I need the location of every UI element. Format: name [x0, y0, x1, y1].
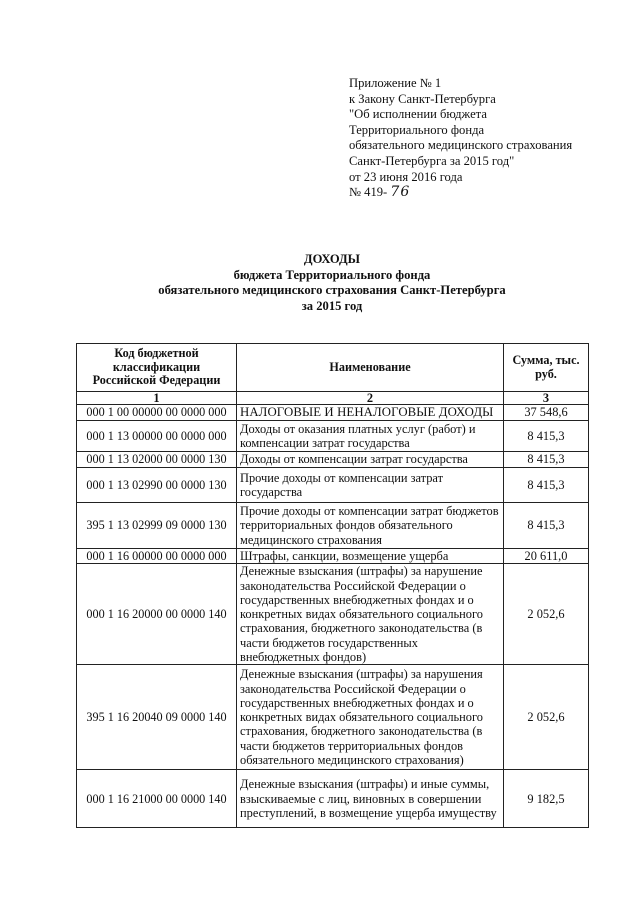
row-code: 000 1 00 00000 00 0000 000: [77, 405, 237, 421]
table-row: [77, 770, 589, 828]
row-name: Доходы от оказания платных услуг (работ) и компенсации затрат государства: [237, 421, 504, 452]
table-row: [77, 405, 589, 421]
row-code: 395 1 13 02999 09 0000 130: [77, 503, 237, 549]
table-row: [77, 503, 589, 549]
row-name: НАЛОГОВЫЕ И НЕНАЛОГОВЫЕ ДОХОДЫ: [237, 405, 504, 421]
heading-line: бюджета Территориального фонда: [233, 267, 431, 282]
row-amount: 2 052,6: [504, 564, 589, 665]
header-amount: Сумма, тыс. руб.: [504, 344, 589, 392]
row-code: 000 1 16 21000 00 0000 140: [77, 770, 237, 828]
income-table: [76, 343, 589, 828]
row-code: 000 1 13 02990 00 0000 130: [77, 468, 237, 503]
annex-block: [349, 76, 619, 201]
heading-line: обязательного медицинского страхования Санкт-Петербурга: [158, 283, 506, 298]
annex-line: Приложение № 1: [349, 76, 442, 90]
table-row: [77, 452, 589, 468]
header-code: Код бюджетной классификации Российской Федерации: [77, 344, 237, 392]
annex-line: от 23 июня 2016 года: [349, 169, 463, 184]
handwritten-number: 76: [390, 184, 411, 201]
row-name: Денежные взыскания (штрафы) за нарушение законодательства Российской Федерации о государственных внебюджетных фондах и о конкретных видах обязательного социального страхования, бюджетного законодательства (в части бюджетов государственных внебюджетных фондов): [237, 564, 504, 665]
column-number: 1: [77, 392, 237, 405]
row-code: 000 1 16 20000 00 0000 140: [77, 564, 237, 665]
annex-line: Территориального фонда: [349, 122, 485, 137]
row-name: Прочие доходы от компенсации затрат государства: [237, 468, 504, 503]
column-number: 2: [237, 392, 504, 405]
annex-number: [349, 185, 619, 201]
column-number: 3: [504, 392, 589, 405]
row-name: Денежные взыскания (штрафы) за нарушения законодательства Российской Федерации о государственных внебюджетных фондах и о конкретных видах обязательного социального страхования, бюджетного законодательства (в части бюджетов территориальных фондов обязательного медицинского страхования): [237, 665, 504, 770]
row-code: 000 1 13 00000 00 0000 000: [77, 421, 237, 452]
annex-number-prefix: № 419-: [349, 185, 388, 200]
header-name: Наименование: [237, 344, 504, 392]
heading-title: ДОХОДЫ: [303, 252, 361, 266]
heading-line: за 2015 год: [301, 298, 363, 313]
row-amount: 20 611,0: [504, 549, 589, 564]
row-code: 395 1 16 20040 09 0000 140: [77, 665, 237, 770]
row-name: Прочие доходы от компенсации затрат бюджетов территориальных фондов обязательного медицинского страхования: [237, 503, 504, 549]
annex-line: к Закону Санкт-Петербурга: [349, 91, 496, 106]
row-code: 000 1 13 02000 00 0000 130: [77, 452, 237, 468]
document-heading: [84, 252, 580, 314]
row-amount: 8 415,3: [504, 421, 589, 452]
row-name: Доходы от компенсации затрат государства: [237, 452, 504, 468]
table-row: [77, 549, 589, 564]
table-row: [77, 421, 589, 452]
table-row: [77, 468, 589, 503]
row-name: Денежные взыскания (штрафы) и иные суммы, взыскиваемые с лиц, виновных в совершении преступлений, в возмещение ущерба имуществу: [237, 770, 504, 828]
annex-line: Санкт-Петербурга за 2015 год": [349, 153, 515, 168]
table-header-row: [77, 344, 589, 392]
table-row: [77, 665, 589, 770]
row-amount: 2 052,6: [504, 665, 589, 770]
row-code: 000 1 16 00000 00 0000 000: [77, 549, 237, 564]
column-number-row: [77, 392, 589, 405]
row-name: Штрафы, санкции, возмещение ущерба: [237, 549, 504, 564]
row-amount: 8 415,3: [504, 468, 589, 503]
row-amount: 9 182,5: [504, 770, 589, 828]
row-amount: 8 415,3: [504, 452, 589, 468]
row-amount: 37 548,6: [504, 405, 589, 421]
annex-line: обязательного медицинского страхования: [349, 138, 573, 153]
table-row: [77, 564, 589, 665]
annex-line: "Об исполнении бюджета: [349, 107, 487, 122]
row-amount: 8 415,3: [504, 503, 589, 549]
